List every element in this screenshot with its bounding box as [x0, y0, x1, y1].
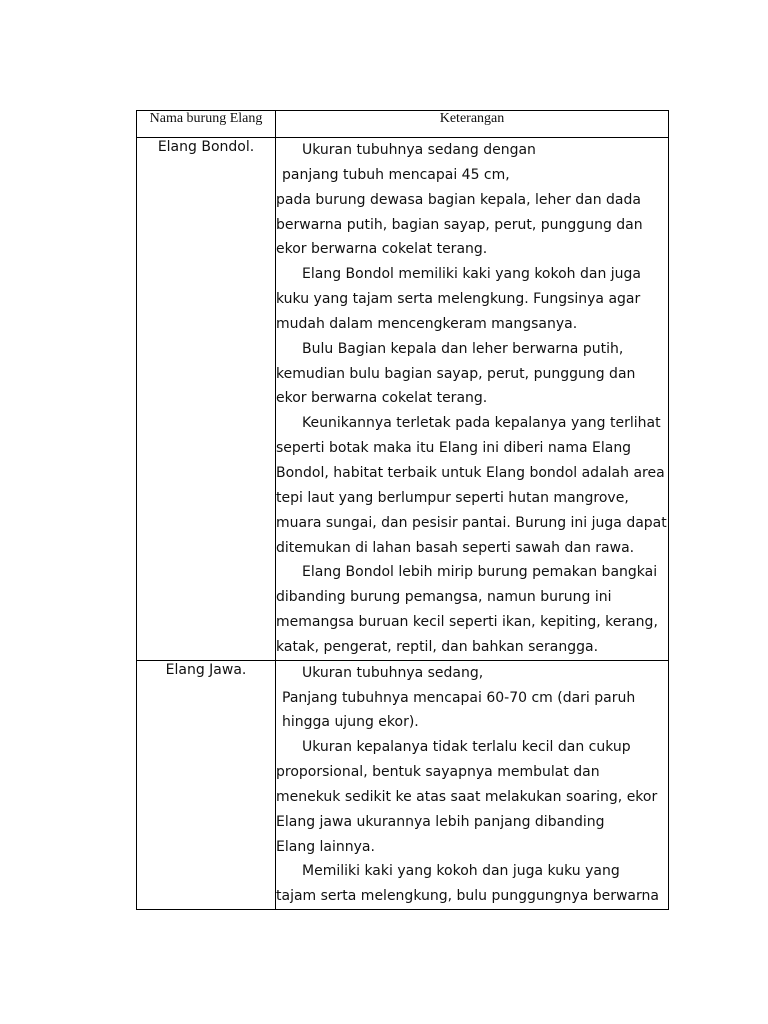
desc-line: Elang Bondol lebih mirip burung pemakan bangkai [302, 564, 658, 581]
eagle-name: Elang Bondol. [137, 138, 276, 661]
desc-line: ekor berwarna cokelat terang. [276, 241, 488, 258]
desc-line: tajam serta melengkung, bulu punggungnya berwarna [276, 888, 659, 905]
desc-line: panjang tubuh mencapai 45 cm, [282, 166, 510, 183]
desc-line: Elang Bondol memiliki kaki yang kokoh dan juga [302, 266, 642, 283]
eagle-name: Elang Jawa. [137, 660, 276, 909]
desc-line: ditemukan di lahan basah seperti sawah dan rawa. [276, 539, 635, 556]
desc-line: seperti botak maka itu Elang ini diberi nama Elang [276, 440, 632, 457]
desc-line: Panjang tubuhnya mencapai 60-70 cm (dari paruh [282, 689, 636, 706]
table-row [137, 138, 669, 661]
desc-line: mudah dalam mencengkeram mangsanya. [276, 315, 578, 332]
desc-line: pada burung dewasa bagian kepala, leher dan dada [276, 191, 641, 208]
desc-line: Ukuran kepalanya tidak terlalu kecil dan cukup [302, 739, 631, 756]
desc-line: berwarna putih, bagian sayap, perut, punggung dan [276, 216, 643, 233]
desc-line: menekuk sedikit ke atas saat melakukan soaring, ekor [276, 788, 658, 805]
desc-line: hingga ujung ekor). [282, 714, 419, 731]
desc-line: dibanding burung pemangsa, namun burung ini [276, 589, 612, 606]
desc-line: Elang jawa ukurannya lebih panjang dibanding [276, 813, 605, 830]
eagle-table [136, 110, 669, 910]
desc-line: Ukuran tubuhnya sedang, [302, 664, 484, 681]
eagle-description [276, 138, 669, 661]
table-row [137, 660, 669, 909]
desc-line: tepi laut yang berlumpur seperti hutan mangrove, [276, 489, 629, 506]
desc-line: kemudian bulu bagian sayap, perut, punggung dan [276, 365, 636, 382]
desc-line: Memiliki kaki yang kokoh dan juga kuku yang [302, 863, 620, 880]
desc-line: ekor berwarna cokelat terang. [276, 390, 488, 407]
header-keterangan: Keterangan [276, 111, 669, 138]
desc-line: Keunikannya terletak pada kepalanya yang terlihat [302, 415, 661, 432]
desc-line: kuku yang tajam serta melengkung. Fungsinya agar [276, 291, 641, 308]
desc-line: muara sungai, dan pesisir pantai. Burung ini juga dapat [276, 514, 667, 531]
desc-line: katak, pengerat, reptil, dan bahkan serangga. [276, 638, 599, 655]
header-nama: Nama burung Elang [137, 111, 276, 138]
desc-line: memangsa buruan kecil seperti ikan, kepiting, kerang, [276, 614, 658, 631]
desc-line: Ukuran tubuhnya sedang dengan [302, 142, 536, 158]
desc-line: Elang lainnya. [276, 838, 375, 855]
desc-line: Bulu Bagian kepala dan leher berwarna putih, [302, 340, 624, 357]
eagle-description [276, 660, 669, 909]
desc-line: proporsional, bentuk sayapnya membulat dan [276, 764, 600, 781]
desc-line: Bondol, habitat terbaik untuk Elang bondol adalah area [276, 464, 665, 481]
table-header-row [137, 111, 669, 138]
